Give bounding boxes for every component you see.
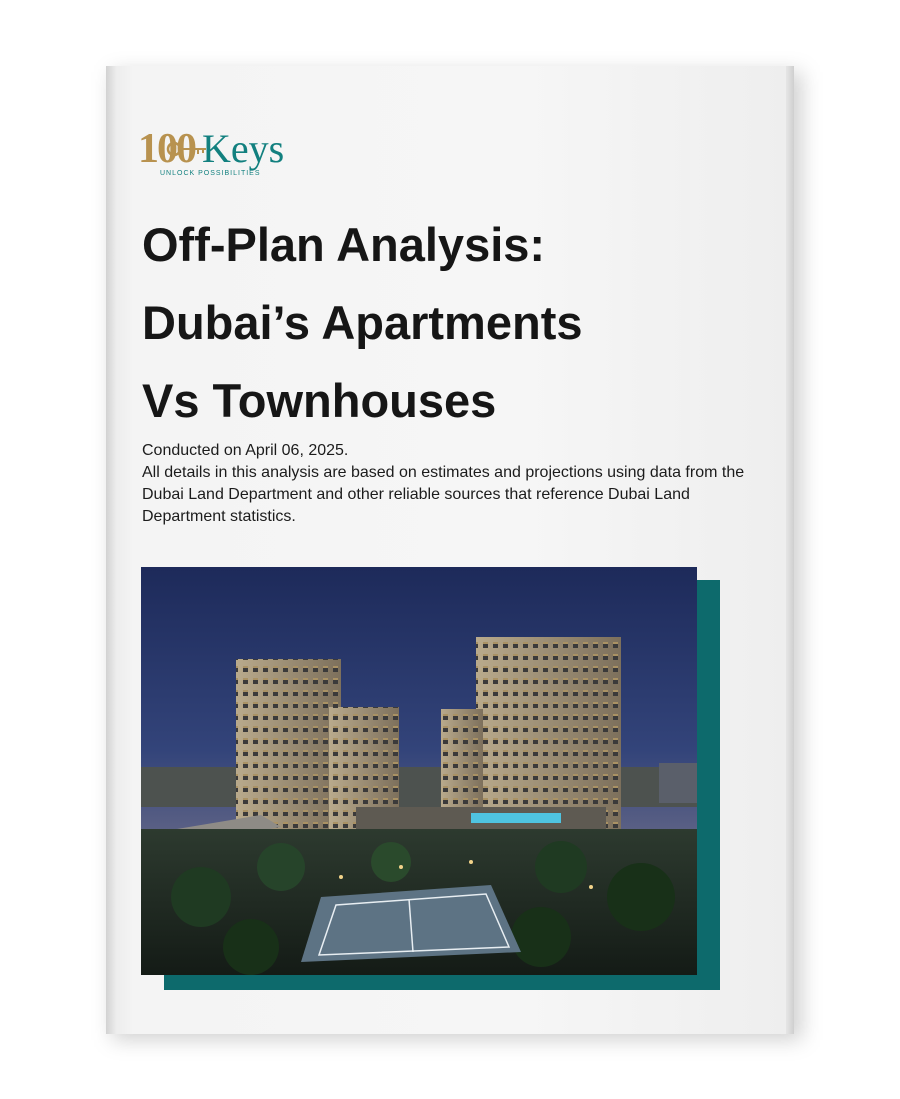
- title-line-1: Off-Plan Analysis:: [142, 218, 546, 271]
- render-illustration: [141, 567, 697, 975]
- cover-render-image: [141, 567, 697, 975]
- logo-word: Keys: [202, 126, 285, 171]
- conducted-date: Conducted on April 06, 2025.: [142, 442, 349, 459]
- cover-edge: [786, 66, 794, 1034]
- title-line-3: Vs Townhouses: [142, 374, 497, 427]
- report-cover: [106, 66, 794, 1034]
- title-line-2: Dubai’s Apartments: [142, 296, 583, 349]
- report-description: [142, 440, 752, 528]
- logo-number: 100: [138, 126, 195, 172]
- disclaimer-text: All details in this analysis are based on estimates and projections using data from the Dubai Land Department and other reliable sources that reference Dubai Land Department statistics.: [142, 464, 745, 525]
- cover-spine: [106, 66, 116, 1034]
- brand-logo: [138, 128, 308, 178]
- logo-tagline: UNLOCK POSSIBILITIES: [160, 170, 261, 177]
- report-title: [142, 206, 762, 440]
